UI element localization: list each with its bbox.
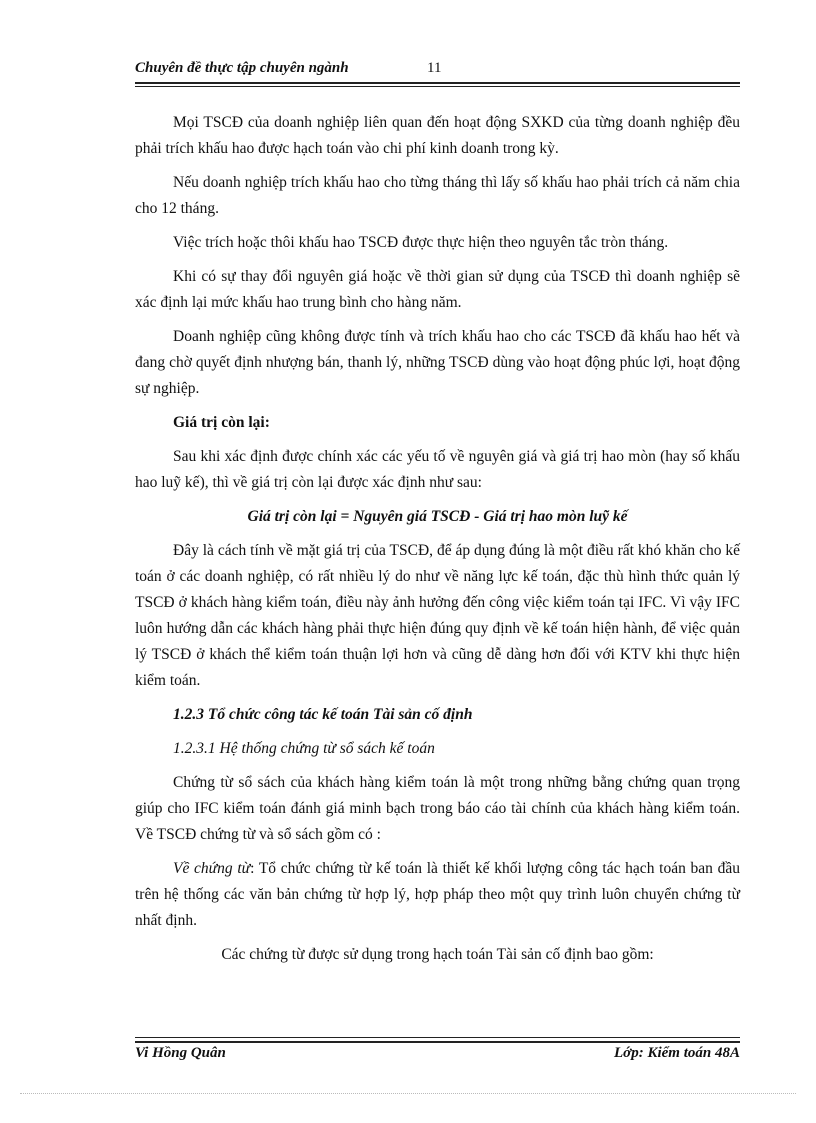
- paragraph: Sau khi xác định được chính xác các yếu tố về nguyên giá và giá trị hao mòn (hay số khấu hao luỹ kế), thì về giá trị còn lại được xác định như sau:: [135, 448, 740, 491]
- paragraph: Chứng từ sổ sách của khách hàng kiểm toán là một trong những bằng chứng quan trọng giúp cho IFC kiểm toán đánh giá minh bạch trong báo cáo tài chính của khách hàng kiểm toán. Về TSCĐ chứng từ và sổ sách gồm có :: [135, 774, 740, 843]
- section-label: Giá trị còn lại:: [173, 414, 270, 431]
- header-rule: [135, 86, 740, 87]
- paragraph: Các chứng từ được sử dụng trong hạch toán Tài sản cố định bao gồm:: [221, 946, 654, 963]
- paragraph: Đây là cách tính về mặt giá trị của TSCĐ, để áp dụng đúng là một điều rất khó khăn cho kế toán ở các doanh nghiệp, có rất nhiều lý do như về năng lực kế toán, đặc thù hình thức quản lý TSCĐ ở khách hàng kiểm toán, điều này ảnh hưởng đến công việc kiểm toán tại IFC. Vì vậy IFC luôn hướng dẫn các khách hàng phải thực hiện đúng quy định về kế toán hiện hành, để việc quản lý TSCĐ ở khách thể kiểm toán thuận lợi hơn và cũng dễ dàng hơn đối với KTV khi thực hiện kiểm toán.: [135, 542, 740, 689]
- footer-rule-thick: [135, 1041, 740, 1043]
- paragraph: Nếu doanh nghiệp trích khấu hao cho từng tháng thì lấy số khấu hao phải trích cả năm chia cho 12 tháng.: [135, 174, 740, 217]
- section-heading: 1.2.3 Tổ chức công tác kế toán Tài sản cố định: [173, 706, 473, 723]
- paragraph-rest: : Tổ chức chứng từ kế toán là thiết kế khối lượng công tác hạch toán ban đầu trên hệ thống các văn bản chứng từ hợp lý, hợp pháp theo một quy trình luôn chuyển chứng từ nhất định.: [135, 860, 740, 929]
- page-number: 11: [427, 60, 442, 76]
- paragraph: Mọi TSCĐ của doanh nghiệp liên quan đến hoạt động SXKD của từng doanh nghiệp đều phải trích khấu hao được hạch toán vào chi phí kinh doanh trong kỳ.: [135, 114, 740, 157]
- footer-author: Vi Hồng Quân: [135, 1045, 226, 1061]
- formula: Giá trị còn lại = Nguyên giá TSCĐ - Giá trị hao mòn luỹ kế: [247, 508, 628, 525]
- paragraph: [135, 856, 740, 934]
- subsection-heading: 1.2.3.1 Hệ thống chứng từ sổ sách kế toán: [173, 740, 435, 757]
- document-body: [135, 110, 740, 976]
- paragraph: Việc trích hoặc thôi khấu hao TSCĐ được thực hiện theo nguyên tắc tròn tháng.: [173, 234, 669, 251]
- paragraph: Khi có sự thay đổi nguyên giá hoặc về thời gian sử dụng của TSCĐ thì doanh nghiệp sẽ xác định lại mức khấu hao trung bình cho hàng năm.: [135, 268, 740, 311]
- paragraph-lead: Về chứng từ: [173, 860, 251, 877]
- page-footer: [135, 1045, 740, 1069]
- paragraph: Doanh nghiệp cũng không được tính và trích khấu hao cho các TSCĐ đã khấu hao hết và đang chờ quyết định nhượng bán, thanh lý, những TSCĐ dùng vào hoạt động phúc lợi, hoạt động sự nghiệp.: [135, 328, 740, 397]
- footer-class: Lớp: Kiểm toán 48A: [614, 1045, 740, 1061]
- header-title: Chuyên đề thực tập chuyên ngành: [135, 60, 349, 76]
- page-edge-dots: [20, 1093, 796, 1094]
- page-header: [135, 58, 740, 84]
- footer-rule: [135, 1037, 740, 1038]
